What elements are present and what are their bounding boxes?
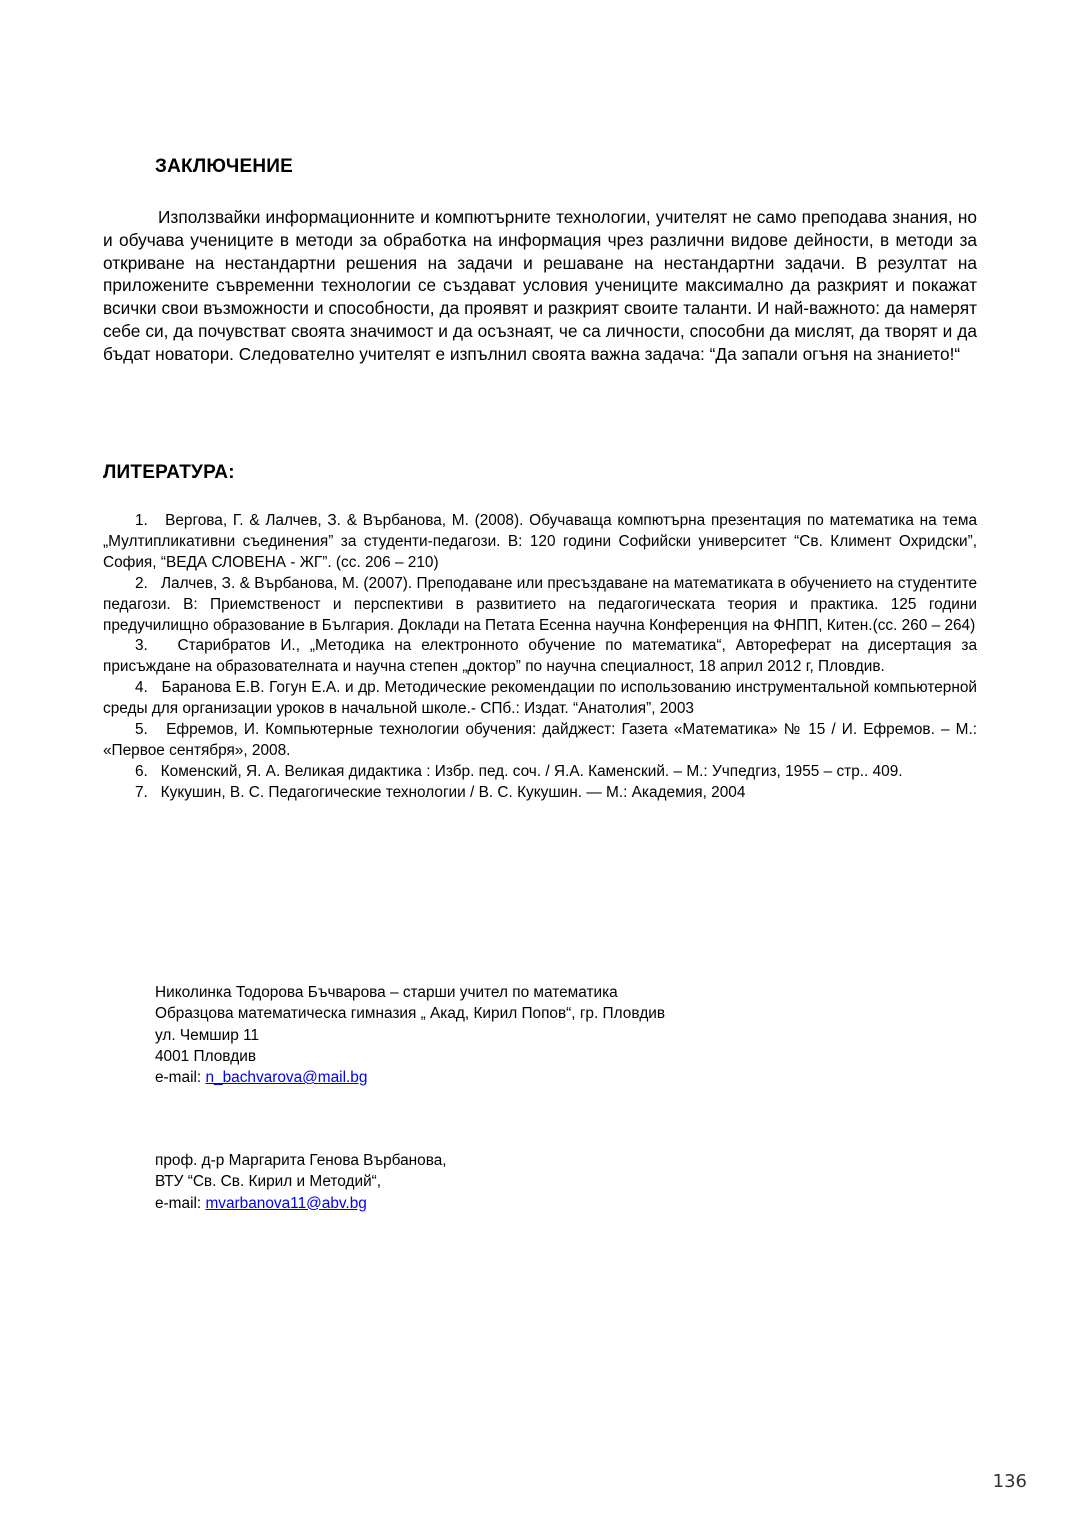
reference-number: 7. [135, 783, 148, 801]
reference-number: 3. [135, 637, 148, 655]
author-street-line: ул. Чемшир 11 [155, 1026, 260, 1044]
page-number: 136 [992, 1471, 1027, 1492]
reference-number: 6. [135, 762, 148, 780]
author-city-line: 4001 Пловдив [155, 1047, 257, 1065]
author-affiliation-line: Образцова математическа гимназия „ Акад, Кирил Попов“, гр. Пловдив [155, 1005, 666, 1023]
conclusion-paragraph: Използвайки информационните и компютърните технологии, учителят не само преподава знания, но и обучава учениците в методи за обработка на информация чрез различни видове дейности, в методи за откриване на нестандартни решения на задачи и решаване на нестандартни задачи. В резултат на приложените съвременни технологии се създават условия учениците максимално да разкрият и покажат всички свои възможности и способности, да проявят и разкрият своите таланти. И най-важното: да намерят себе си, да почувстват своята значимост и да осъзнаят, че са личности, способни да мислят, да творят и да бъдат новатори. Следователно учителят е изпълнил своята важна задача: “Да запали огъня на знанието!“ [103, 207, 977, 364]
reference-number: 2. [135, 574, 148, 592]
author-contact-block [155, 982, 665, 1088]
reference-item [103, 762, 977, 783]
author-email-line [155, 1067, 665, 1088]
reference-item [103, 636, 977, 678]
reference-number: 4. [135, 679, 148, 697]
reference-item [103, 511, 977, 574]
reference-text: Баранова Е.В. Гогун Е.А. и др. Методические рекомендации по использованию инструментальной компьютерной среды для организации уроков в начальной школе.- СПб.: Издат. “Анатолия”, 2003 [103, 679, 977, 718]
reference-text: Коменский, Я. А. Великая дидактика : Избр. пед. соч. / Я.А. Каменский. – М.: Учпедгиз, 1955 – стр.. 409. [160, 762, 903, 780]
author-name-line: Николинка Тодорова Бъчварова – старши учител по математика [155, 984, 618, 1001]
reference-item [103, 720, 977, 762]
reference-text: Ефремов, И. Компьютерные технологии обучения: дайджест: Газета «Математика» № 15 / И. Ефремов. – М.: «Первое сентября», 2008. [103, 721, 977, 759]
literature-heading: ЛИТЕРАТУРА: [103, 462, 235, 483]
reference-number: 1. [135, 512, 148, 529]
email-link[interactable]: n_bachvarova@mail.bg [205, 1069, 368, 1087]
reference-number: 5. [135, 721, 148, 739]
reference-item [103, 783, 977, 804]
reference-text: Кукушин, В. С. Педагогические технологии / В. С. Кукушин. — М.: Академия, 2004 [160, 783, 746, 801]
email-label: e-mail: [155, 1194, 206, 1212]
author-affiliation-line: ВТУ “Св. Св. Кирил и Методий“, [155, 1173, 382, 1191]
email-link[interactable]: mvarbanova11@abv.bg [205, 1194, 367, 1212]
reference-item [103, 678, 977, 720]
author-email-line [155, 1193, 447, 1214]
reference-text: Старибратов И., „Методика на електронното обучение по математика“, Автореферат на дисертация за присъждане на образователната и научна степен „доктор” по научна специалност, 18 април 2012 г, Пловдив. [103, 637, 977, 676]
email-label: e-mail: [155, 1069, 206, 1087]
conclusion-heading: ЗАКЛЮЧЕНИЕ [155, 156, 293, 177]
reference-text: Вергова, Г. & Лалчев, З. & Върбанова, М. (2008). Обучаваща компютърна презентация по математика на тема „Мултипликативни съединения” за студенти-педагози. В: 120 години Софийски университет “Св. Климент Охридски”, София, “ВЕДА СЛОВЕНА - ЖГ”. (сс. 206 – 210) [103, 512, 978, 571]
author-contact-block [155, 1150, 447, 1214]
reference-item [103, 574, 977, 637]
author-name-line: проф. д-р Маргарита Генова Върбанова, [155, 1152, 447, 1169]
reference-list [103, 511, 977, 804]
reference-text: Лалчев, З. & Върбанова, М. (2007). Преподаване или пресъздаване на математиката в обучението на студентите педагози. В: Приемственост и перспективи в развитието на педагогическата теория и практика. 125 години предучилищно образование в България. Доклади на Петата Есенна научна Конференция на ФНПП, Китен.(сс. 260 – 264) [103, 574, 978, 634]
